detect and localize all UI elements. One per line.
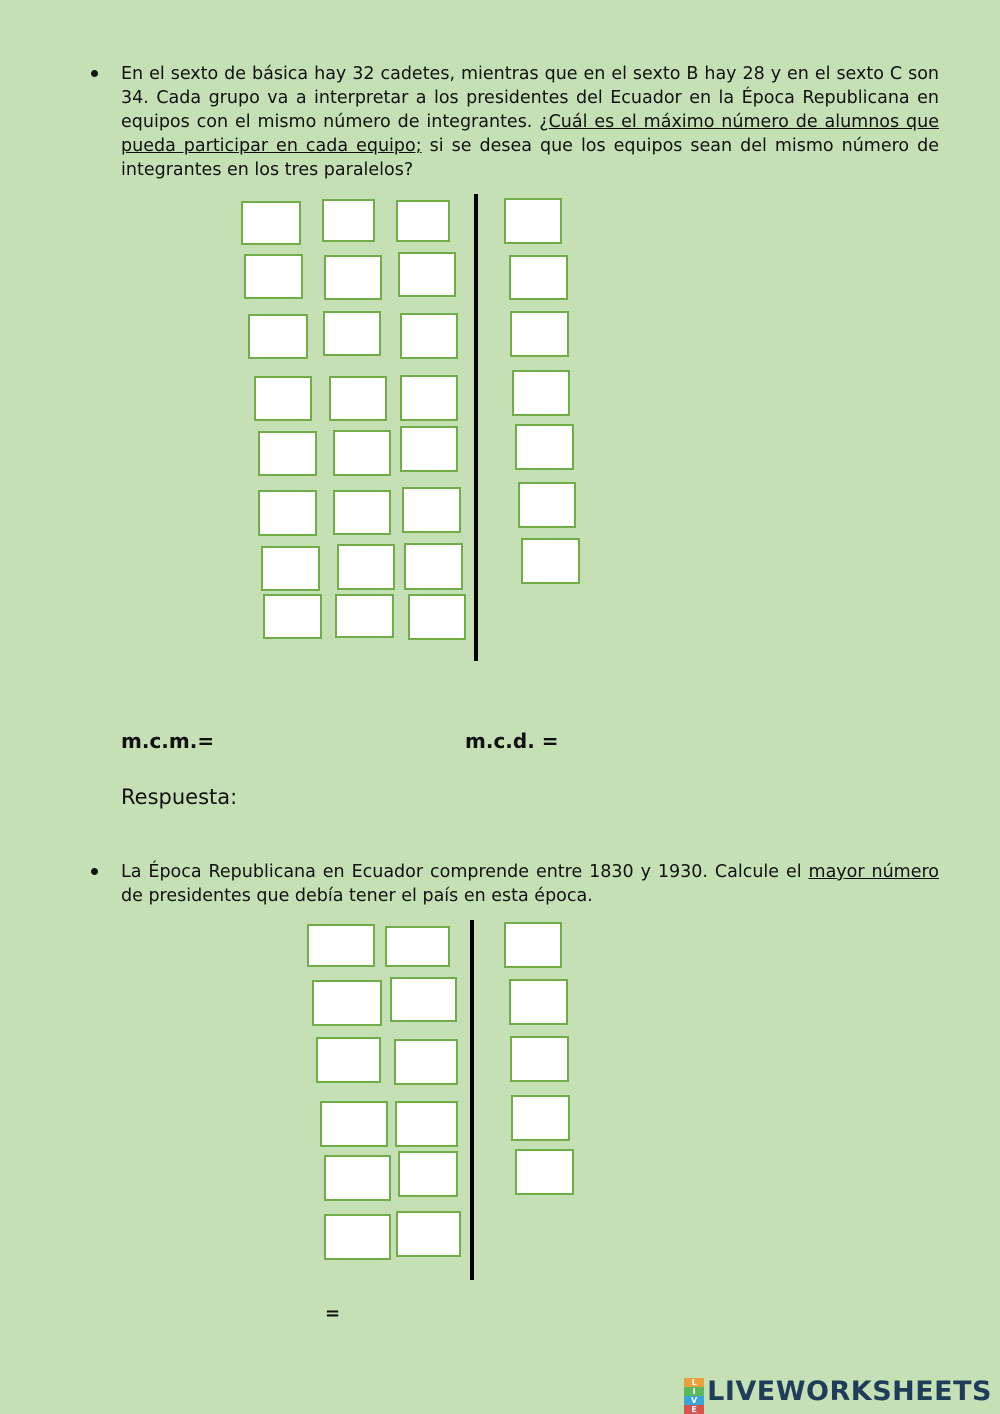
answer-box[interactable]	[241, 201, 301, 245]
answer-box[interactable]	[248, 314, 308, 359]
divisor-box[interactable]	[511, 1095, 570, 1141]
answer-box[interactable]	[320, 1101, 388, 1147]
logo-mark-icon: L I V E	[684, 1378, 704, 1406]
answer-label: Respuesta:	[121, 785, 238, 809]
divisor-box[interactable]	[509, 255, 568, 300]
division-line	[470, 920, 474, 1280]
division-line	[474, 194, 478, 661]
divisor-box[interactable]	[504, 198, 562, 244]
answer-box[interactable]	[396, 200, 450, 242]
answer-box[interactable]	[396, 1211, 461, 1257]
answer-box[interactable]	[333, 430, 391, 476]
divisor-box[interactable]	[521, 538, 580, 584]
answer-box[interactable]	[400, 313, 458, 359]
mcm-label: m.c.m.=	[121, 729, 215, 753]
answer-box[interactable]	[254, 376, 312, 421]
question-2-text	[121, 860, 939, 908]
mcd-label: m.c.d. =	[465, 729, 559, 753]
divisor-box[interactable]	[504, 922, 562, 968]
answer-box[interactable]	[390, 977, 457, 1022]
answer-box[interactable]	[324, 1214, 391, 1260]
question-2-underlined: mayor número	[808, 862, 939, 882]
answer-box[interactable]	[258, 490, 317, 536]
divisor-box[interactable]	[512, 370, 570, 416]
answer-box[interactable]	[244, 254, 303, 299]
answer-box[interactable]	[324, 255, 382, 300]
question-2-part1: La Época Republicana en Ecuador comprende entre 1830 y 1930. Calcule el	[121, 862, 809, 882]
answer-box[interactable]	[385, 926, 450, 967]
answer-box[interactable]	[258, 431, 317, 476]
answer-box[interactable]	[404, 543, 463, 590]
question-1-part2: si se desea que los equipos sean del mismo número de integrantes en los tres paralelos?	[121, 136, 939, 180]
answer-box[interactable]	[394, 1039, 458, 1085]
answer-box[interactable]	[307, 924, 375, 967]
answer-box[interactable]	[323, 311, 381, 356]
question-1-underlined: ¿Cuál es el máximo número de alumnos que pueda participar en cada equipo;	[121, 112, 939, 156]
answer-box[interactable]	[333, 490, 391, 535]
answer-box[interactable]	[398, 252, 456, 297]
divisor-box[interactable]	[518, 482, 576, 528]
answer-box[interactable]	[400, 426, 458, 472]
answer-box[interactable]	[408, 594, 466, 640]
answer-box[interactable]	[402, 487, 461, 533]
question-2-part2: de presidentes que debía tener el país en esta época.	[121, 886, 593, 906]
answer-box[interactable]	[337, 544, 395, 590]
bullet-point	[91, 70, 98, 77]
divisor-box[interactable]	[515, 424, 574, 470]
answer-box[interactable]	[261, 546, 320, 591]
answer-box[interactable]	[400, 375, 458, 421]
bullet-point	[91, 868, 98, 875]
answer-box[interactable]	[324, 1155, 391, 1201]
answer-box[interactable]	[316, 1037, 381, 1083]
divisor-box[interactable]	[515, 1149, 574, 1195]
answer-box[interactable]	[322, 199, 375, 242]
divisor-box[interactable]	[510, 311, 569, 357]
liveworksheets-logo	[684, 1376, 992, 1414]
answer-box[interactable]	[312, 980, 382, 1026]
question-1-part1: En el sexto de básica hay 32 cadetes, mientras que en el sexto B hay 28 y en el sexto C son 34. Cada grupo va a interpretar a los presidentes del Ecuador en la Época Republicana en equipos con el mismo número de integrantes.	[121, 64, 939, 132]
brand-name: LIVEWORKSHEETS	[707, 1376, 992, 1407]
divisor-box[interactable]	[510, 1036, 569, 1082]
answer-box[interactable]	[263, 594, 322, 639]
answer-box[interactable]	[329, 376, 387, 421]
divisor-box[interactable]	[509, 979, 568, 1025]
equals-label: =	[325, 1303, 341, 1324]
question-1-text	[121, 62, 939, 182]
answer-box[interactable]	[398, 1151, 458, 1197]
answer-box[interactable]	[395, 1101, 458, 1147]
answer-box[interactable]	[335, 594, 394, 638]
